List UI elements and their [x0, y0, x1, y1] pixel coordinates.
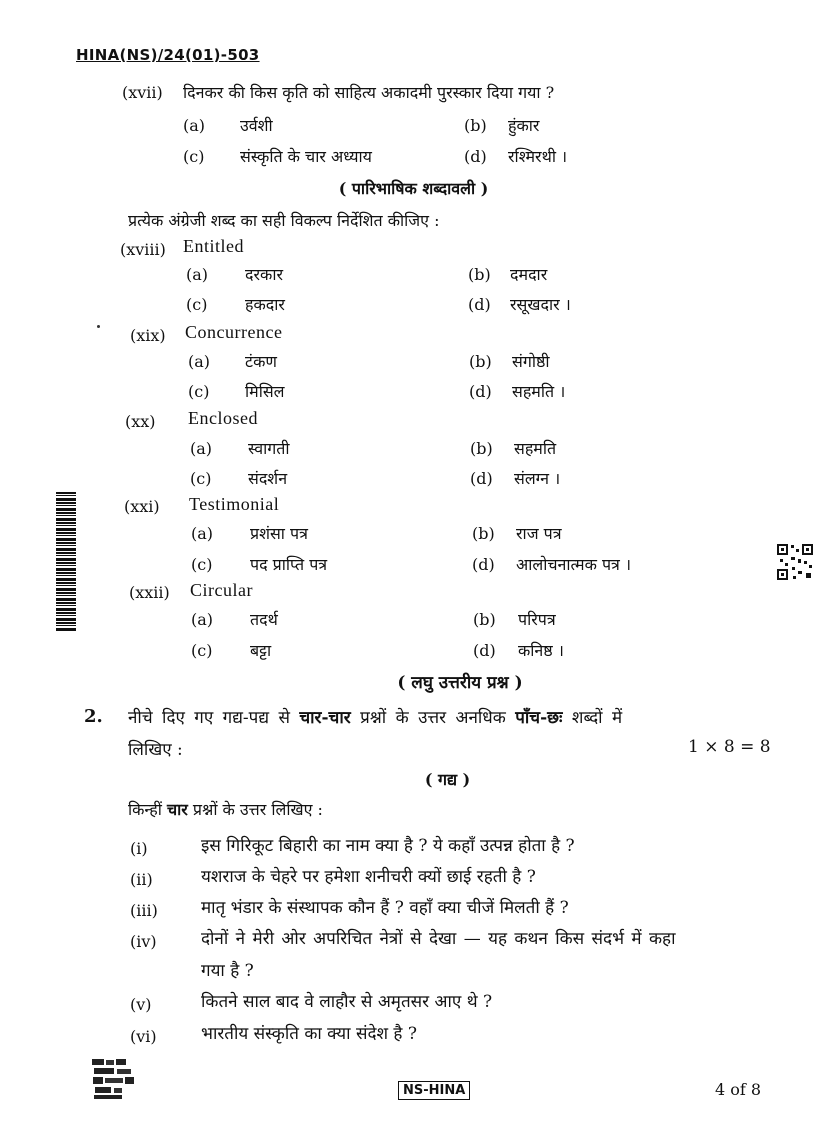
option-text: उर्वशी	[240, 116, 273, 135]
sub-question-number: (iii)	[130, 901, 158, 920]
term-number: (xxii)	[129, 583, 170, 602]
option-label: (a)	[188, 352, 211, 371]
sub-question-number: (ii)	[130, 870, 153, 889]
option-label: (d)	[468, 295, 491, 314]
option-text: प्रशंसा पत्र	[250, 524, 308, 543]
question-2-number: 2.	[84, 706, 103, 727]
option-label: (b)	[473, 610, 496, 629]
sub-question-text: इस गिरिकूट बिहारी का नाम क्या है ? ये कहाँ उत्पन्न होता है ?	[201, 836, 575, 856]
option-text: संलग्न ।	[514, 469, 561, 488]
option-text: तदर्थ	[250, 610, 278, 629]
sub-question-number: (iv)	[130, 932, 157, 951]
option-label: (b)	[472, 524, 495, 543]
option-text: पद प्राप्ति पत्र	[250, 555, 328, 574]
option-label: (d)	[473, 641, 496, 660]
option-label: (a)	[186, 265, 209, 284]
option-text: दमदार	[510, 265, 548, 284]
option-text: संगोष्ठी	[512, 352, 550, 371]
page-number: 4 of 8	[715, 1080, 762, 1099]
option-label: (c)	[190, 469, 212, 488]
option-text: कनिष्ठ ।	[518, 641, 564, 660]
term-number: (xix)	[130, 326, 166, 345]
option-label: (c)	[186, 295, 208, 314]
option-text: दरकार	[245, 265, 284, 284]
paper-code: HINA(NS)/24(01)-503	[76, 46, 260, 64]
qr-code-icon	[776, 543, 814, 581]
option-text: आलोचनात्मक पत्र ।	[516, 555, 632, 574]
option-label: (a)	[191, 524, 214, 543]
section-instruction: प्रत्येक अंग्रेजी शब्द का सही विकल्प निर्देशित कीजिए :	[128, 211, 440, 230]
option-label: (d)	[470, 469, 493, 488]
sub-question-text-continued: गया है ?	[201, 961, 254, 981]
option-text: संदर्शन	[248, 469, 288, 488]
option-text: रश्मिरथी ।	[508, 147, 568, 166]
option-label: (b)	[468, 265, 491, 284]
instr-part: प्रश्नों के उत्तर लिखिए :	[187, 800, 323, 819]
option-text: बट्टा	[250, 641, 272, 660]
option-label: (b)	[464, 116, 487, 135]
option-label: (d)	[469, 382, 492, 401]
option-label: (c)	[191, 555, 213, 574]
option-text: हकदार	[245, 295, 285, 314]
stray-mark	[97, 325, 100, 328]
sub-question-number: (i)	[130, 839, 148, 858]
term-number: (xviii)	[120, 240, 166, 259]
term-word: Concurrence	[185, 322, 283, 342]
stamp-graphic	[90, 1057, 140, 1101]
sub-question-text: यशराज के चेहरे पर हमेशा शनीचरी क्यों छाई रहती है ?	[201, 867, 536, 887]
option-label: (a)	[190, 439, 213, 458]
option-label: (a)	[191, 610, 214, 629]
option-label: (a)	[183, 116, 206, 135]
option-text: सहमति ।	[512, 382, 566, 401]
question-2-marks: 1 × 8 = 8	[688, 737, 771, 757]
instr-part: किन्हीं	[128, 800, 167, 819]
option-label: (d)	[464, 147, 487, 166]
option-label: (b)	[469, 352, 492, 371]
sub-heading-prose: ( गद्य )	[424, 770, 471, 789]
term-word: Entitled	[183, 236, 244, 256]
q2-emphasis-words: पाँच-छः	[515, 708, 563, 728]
sub-question-text: दोनों ने मेरी ओर अपरिचित नेत्रों से देखा — यह कथन किस संदर्भ में कहा	[201, 929, 676, 949]
sub-question-number: (vi)	[130, 1027, 157, 1046]
question-xvii-text: दिनकर की किस कृति को साहित्य अकादमी पुरस्कार दिया गया ?	[183, 83, 555, 102]
question-2-instruction-line2: लिखिए :	[128, 740, 183, 760]
barcode-graphic	[56, 492, 76, 632]
option-label: (c)	[191, 641, 213, 660]
term-number: (xx)	[125, 412, 156, 431]
term-word: Circular	[190, 580, 253, 600]
option-text: सहमति	[514, 439, 557, 458]
option-label: (b)	[470, 439, 493, 458]
q2-text-part: प्रश्नों के उत्तर अनधिक	[350, 708, 516, 728]
sub-question-text: भारतीय संस्कृति का क्या संदेश है ?	[201, 1024, 417, 1044]
prose-instruction	[128, 798, 323, 820]
section-heading-short-answer: ( लघु उत्तरीय प्रश्न )	[397, 673, 523, 693]
option-text: हुंकार	[508, 116, 540, 135]
sub-question-text: कितने साल बाद वे लाहौर से अमृतसर आए थे ?	[201, 992, 493, 1012]
sub-question-text: मातृ भंडार के संस्थापक कौन हैं ? वहाँ क्या चीजें मिलती हैं ?	[201, 898, 569, 918]
section-heading-terminology: ( पारिभाषिक शब्दावली )	[338, 179, 489, 198]
option-text: स्वागती	[248, 439, 290, 458]
footer-paper-code: NS-HINA	[398, 1081, 470, 1100]
term-word: Testimonial	[189, 494, 280, 514]
q2-text-part: नीचे दिए गए गद्य-पद्य से	[128, 708, 300, 728]
option-text: टंकण	[245, 352, 277, 371]
option-text: मिसिल	[245, 382, 285, 401]
q2-text-part: शब्दों में	[562, 708, 623, 728]
option-text: संस्कृति के चार अध्याय	[240, 147, 372, 166]
option-text: राज पत्र	[516, 524, 562, 543]
option-label: (c)	[183, 147, 205, 166]
option-label: (c)	[188, 382, 210, 401]
q2-emphasis-count: चार-चार	[299, 708, 351, 728]
question-2-instruction	[128, 705, 622, 728]
question-xvii-number: (xvii)	[122, 83, 163, 102]
sub-question-number: (v)	[130, 995, 152, 1014]
term-word: Enclosed	[188, 408, 258, 428]
term-number: (xxi)	[124, 497, 160, 516]
option-text: परिपत्र	[518, 610, 556, 629]
option-label: (d)	[472, 555, 495, 574]
instr-emphasis: चार	[166, 800, 188, 819]
option-text: रसूखदार ।	[510, 295, 571, 314]
